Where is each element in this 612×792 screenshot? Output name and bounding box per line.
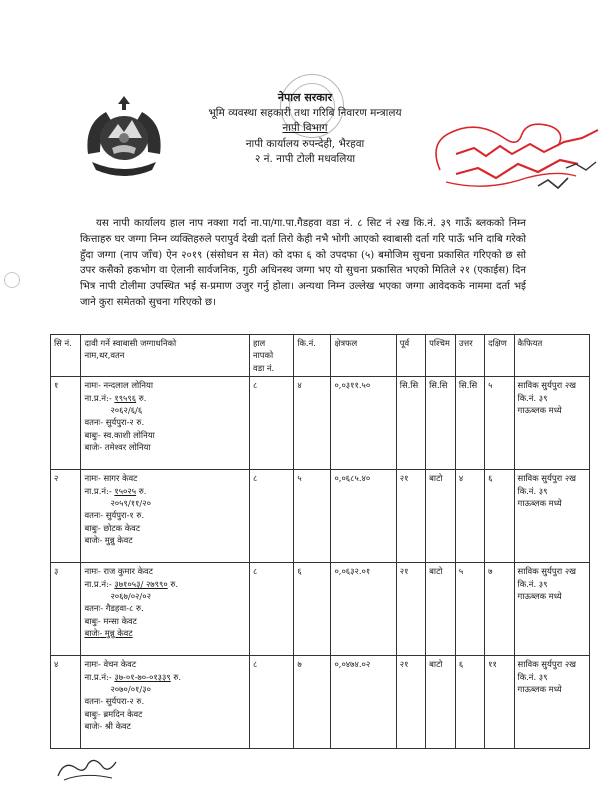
cell-claimant — [81, 470, 249, 563]
citizenship-suffix: रु. — [173, 671, 182, 682]
remark-line3: गाऊब्लक मध्ये — [517, 498, 562, 509]
header-ward-line2: नापको — [252, 350, 274, 361]
cell-north: ५ — [455, 563, 484, 656]
citizenship-suffix: रु. — [138, 485, 147, 496]
cell-remarks — [514, 377, 589, 470]
cell-south: ६ — [485, 470, 514, 563]
cell-north: ४ — [455, 470, 484, 563]
table-row — [51, 563, 590, 656]
cell-serial: १ — [51, 377, 81, 470]
remark-line2: कि.नं. ३९ — [517, 485, 548, 496]
red-signature-graphic — [426, 112, 606, 207]
cell-serial: ४ — [51, 656, 81, 749]
claimant-citizenship — [84, 392, 245, 404]
cell-claimant — [81, 377, 249, 470]
remark-line1: साविक सुर्यपुरा २ख — [517, 566, 577, 577]
cell-ward: ८ — [249, 470, 293, 563]
citizenship-number: १५०२५ — [114, 485, 137, 496]
citizenship-date: २०६७/०२/०२ — [110, 591, 151, 602]
cell-serial: २ — [51, 470, 81, 563]
remark-line2: कि.नं. ३९ — [517, 392, 548, 403]
cell-claimant — [81, 563, 249, 656]
cell-remarks — [514, 656, 589, 749]
cell-area: ०,०४७४.०२ — [331, 656, 396, 749]
citizenship-date: २०७०/०१/३० — [110, 684, 151, 695]
document-header — [150, 90, 460, 168]
table-header-row — [51, 335, 590, 377]
cell-north: ६ — [455, 656, 484, 749]
cell-area: ०,०३११.५० — [331, 377, 396, 470]
remark-line3: गाऊब्लक मध्ये — [517, 684, 562, 695]
cell-ward: ८ — [249, 377, 293, 470]
table-row — [51, 656, 590, 749]
claimant-citizenship — [84, 671, 245, 683]
claimant-grandfather: बाजेः- श्री केवट — [84, 721, 131, 732]
header-kitta: कि.नं. — [294, 335, 331, 377]
citizenship-label: ना.प्र.नं:- — [84, 392, 112, 403]
claimant-address: वतनः- सुर्यपरा-२ रु. — [84, 696, 145, 707]
claimant-father: बाबुः- ब्रमदिन केवट — [84, 708, 143, 719]
cell-remarks — [514, 470, 589, 563]
punch-hole — [4, 272, 20, 288]
citizenship-date: २०६२/६/६ — [110, 405, 143, 416]
remark-line1: साविक सुर्यपुरा २ख — [517, 659, 577, 670]
cell-ward: ८ — [249, 656, 293, 749]
remark-line3: गाऊब्लक मध्ये — [517, 591, 562, 602]
header-ward — [249, 335, 293, 377]
cell-kitta: ४ — [294, 377, 331, 470]
claimant-father: बाबुः- छोटक केवट — [84, 522, 141, 533]
header-ministry: भूमि व्यवस्था सहकारी तथा गरिबि निवारण मन्त्रालय — [208, 106, 402, 119]
cell-area: ०,०६८५.४० — [331, 470, 396, 563]
bottom-signature — [54, 752, 124, 786]
remark-line3: गाऊब्लक मध्ये — [517, 405, 562, 416]
header-west: पश्चिम — [426, 335, 456, 377]
claimant-address: वतनः- सुर्यपुरा-१ रु. — [84, 510, 145, 521]
header-claimant-line2: नाम,थर,वतन — [84, 350, 125, 361]
notice-paragraph: यस नापी कार्यालय हाल नाप नक्शा गर्दा ना.पा/गा.पा.गैडहवा वडा नं. ८ सिट नं २ख कि.नं. ३९ गाऊँ ब्लकको निम्न कित्ताहरु घर जग्गा निम्न व्यक्तिहरुले परापुर्व देखी दर्ता तिरो केही नभै भोगी आएको स्वाबासी दर्ता गरि पाऊँ भनि दाबि गरेको हुँदा जग्गा (नाप जाँच) ऐन २०१९ (संसोधन स मेत) को दफा ६ को उपदफा (५) बमोजिम सुचना प्रकासित गरिएको छ सो उपर कसैको हकभोग वा ऐलानी सार्वजनिक, गुठी अधिनस्थ जग्गा भए यो सुचना प्रकासित भएको मितिले २१ (एकाईस) दिन भित्र नापी टोलीमा उपस्थित भई स-प्रमाण उजुर गर्नु होला। अन्यथा निम्न उल्लेख भएका जग्गा आवेदकके नाममा दर्ता भई जाने कुरा समेतको सुचना गरिएको छ। — [80, 218, 526, 308]
claimant-name: नामः- वेचन केवट — [84, 659, 137, 670]
remark-line2: कि.नं. ३९ — [517, 671, 548, 682]
cell-west: बाटो — [426, 656, 456, 749]
header-ward-line3: वडा नं. — [252, 362, 275, 373]
cell-claimant — [81, 656, 249, 749]
citizenship-label: ना.प्र.नं:- — [84, 578, 112, 589]
claimant-father: बाबुः- स्व.काशी लोनिया — [84, 429, 155, 440]
cell-kitta: ५ — [294, 470, 331, 563]
claimant-name: नामः- राज कुमार केवट — [84, 566, 153, 577]
claimant-citizenship — [84, 485, 245, 497]
claimant-name: नामः- सागर केवट — [84, 473, 138, 484]
cell-west: बाटो — [426, 470, 456, 563]
header-remarks: कैफियत — [514, 335, 589, 377]
header-serial: सि नं. — [51, 335, 81, 377]
cell-north: सि.सि — [455, 377, 484, 470]
header-claimant-line1: दावी गर्ने स्वाबासी जग्गाधनिको — [84, 338, 177, 348]
citizenship-number: १९५९६ — [114, 392, 137, 403]
red-signature-stamp — [426, 112, 606, 207]
citizenship-suffix: रु. — [138, 392, 147, 403]
cell-area: ०,०६३२.०१ — [331, 563, 396, 656]
cell-west: बाटो — [426, 563, 456, 656]
header-office: नापी कार्यालय रुपन्देही, भैरहवा — [245, 137, 365, 150]
citizenship-label: ना.प्र.नं:- — [84, 671, 112, 682]
citizenship-number: ३७१०५३/ २७९९० — [114, 578, 168, 589]
header-north: उत्तर — [455, 335, 484, 377]
claimant-grandfather: बाजेः- मुन्नु केवट — [84, 628, 133, 639]
claims-table — [50, 334, 590, 749]
claimant-citizenship — [84, 578, 245, 590]
cell-south: ५ — [485, 377, 514, 470]
citizenship-label: ना.प्र.नं:- — [84, 485, 112, 496]
header-team: २ नं. नापी टोली मधवलिया — [254, 153, 356, 165]
claimant-address: वतनः- सुर्यपुरा-२ रु. — [84, 417, 145, 428]
citizenship-number: ३७-०१-७०-०१३३९ — [114, 671, 171, 682]
cell-kitta: ७ — [294, 656, 331, 749]
table-row — [51, 377, 590, 470]
header-ward-line1: हाल — [252, 338, 266, 348]
remark-line1: साविक सुर्यपुरा २ख — [517, 380, 577, 391]
table-row — [51, 470, 590, 563]
header-department: नापी विभाग — [282, 122, 328, 134]
cell-east: २१ — [396, 656, 425, 749]
cell-serial: ३ — [51, 563, 81, 656]
cell-east: सि.सि — [396, 377, 425, 470]
remark-line1: साविक सुर्यपुरा २ख — [517, 473, 577, 484]
claimant-grandfather: बाजेः- तमेश्वर लोनिया — [84, 442, 151, 453]
cell-kitta: ६ — [294, 563, 331, 656]
cell-south: ७ — [485, 563, 514, 656]
citizenship-date: २०५९/११/२० — [110, 498, 151, 509]
bottom-signature-graphic — [54, 752, 124, 786]
remark-line2: कि.नं. ३९ — [517, 578, 548, 589]
cell-east: २१ — [396, 470, 425, 563]
claimant-name: नामः- नन्दलाल लोनिया — [84, 380, 154, 391]
cell-east: २१ — [396, 563, 425, 656]
cell-ward: ८ — [249, 563, 293, 656]
header-claimant — [81, 335, 249, 377]
claimant-father: बाबुः- मन्सा केवट — [84, 615, 137, 626]
header-east: पूर्व — [396, 335, 425, 377]
header-government: नेपाल सरकार — [277, 91, 333, 104]
header-south: दक्षिण — [485, 335, 514, 377]
claimant-grandfather: बाजेः- मुन्नु केवट — [84, 535, 133, 546]
faint-stamp-text — [318, 170, 320, 178]
cell-west: सि.सि — [426, 377, 456, 470]
cell-south: ११ — [485, 656, 514, 749]
citizenship-suffix: रु. — [170, 578, 179, 589]
header-area: क्षेत्रफल — [331, 335, 396, 377]
cell-remarks — [514, 563, 589, 656]
claimant-address: वतनः- गैडहवा-८ रु. — [84, 603, 144, 614]
